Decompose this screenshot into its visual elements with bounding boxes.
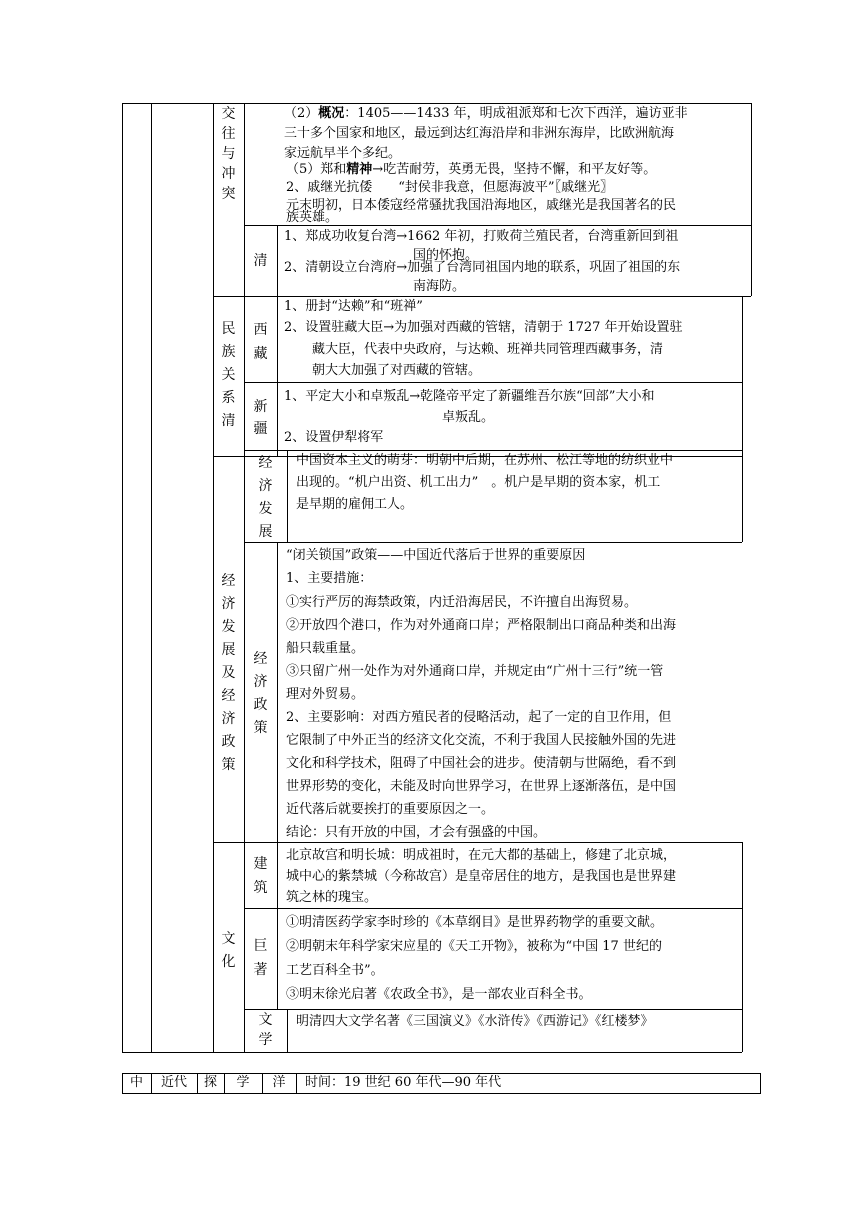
econ-line-1: 中国资本主义的萌芽：明朝中后期，在苏州、松江等地的纺织业中 (296, 453, 674, 468)
policy-line-4: ②开放四个港口，作为对外通商口岸；严格限制出口商品种类和出海 (286, 618, 677, 633)
econ-line-2: 出现的。“机户出资、机工出力” 。机户是早期的资本家，机工 (296, 475, 661, 490)
footer-cell-2: 近代 (160, 1075, 187, 1090)
books-line-2: ②明朝末年科学家宋应星的《天工开物》，被称为“中国 17 世纪的 (286, 939, 662, 954)
zhenghe-l4-c: →吃苦耐劳，英勇无畏，坚持不懈，和平友好等。 (372, 162, 657, 177)
xj-line-2: 卓叛乱。 (442, 410, 495, 425)
policy-line-3: ①实行严厉的海禁政策，内迁沿海居民，不许擅自出海贸易。 (286, 595, 638, 610)
taiwan-line-4: 南海防。 (413, 279, 466, 294)
sub-jianzhu (244, 852, 277, 900)
sub-xizang (244, 318, 277, 366)
zhenghe-line-4 (286, 160, 656, 180)
zhenghe-line-3: 家远航早半个多纪。 (284, 146, 402, 161)
sub-jingjizhengce (244, 648, 277, 740)
footer-cell-4: 学 (236, 1075, 250, 1090)
section-minzu-text: 民族关系清 (221, 321, 236, 429)
sub-qing: 清 (253, 253, 268, 269)
policy-line-1: “闭关锁国”政策——中国近代落后于世界的重要原因 (286, 548, 586, 563)
taiwan-line-3: 2、清朝设立台湾府→加强了台湾同祖国内地的联系，巩固了祖国的东 (284, 260, 681, 275)
section-jiaowang-text: 交往与冲突 (221, 106, 236, 202)
footer-cell-3: 探 (203, 1075, 217, 1090)
tibet-line-3: 藏大臣，代表中央政府，与达赖、班禅共同管理西藏事务，清 (312, 342, 664, 357)
policy-line-8: 2、主要影响：对西方殖民者的侵略活动，起了一定的自卫作用，但 (286, 710, 672, 725)
zhenghe-l4-a: （5）郑和 (286, 162, 347, 177)
sub-jianzhu-text: 建筑 (253, 856, 268, 896)
arch-line-2: 城中心的紫禁城（今称故宫）是皇帝居住的地方，是我国也是世界建 (286, 869, 677, 884)
sub-wenxue-text: 文学 (258, 1012, 273, 1048)
policy-line-13: 结论：只有开放的中国，才会有强盛的中国。 (286, 825, 547, 840)
section-wenhua (213, 928, 244, 974)
sub-jingjifazhan-text: 经济发展 (258, 455, 273, 540)
policy-line-2: 1、主要措施： (286, 571, 373, 586)
section-jingji-text: 经济发展及经济政策 (221, 573, 236, 773)
zhenghe-line-5: 2、戚继光抗倭 “封侯非我意，但愿海波平”〖戚继光〗 (286, 180, 614, 195)
footer-cell-1: 中 (129, 1075, 143, 1090)
sub-juzhu (244, 934, 277, 982)
section-jingji (213, 570, 244, 777)
tibet-line-1: 1、册封“达赖”和“班禅” (284, 299, 423, 314)
lit-line-1: 明清四大文学名著《三国演义》《水浒传》《西游记》《红楼梦》 (296, 1014, 654, 1029)
sub-xinjiang-text: 新疆 (253, 399, 268, 437)
taiwan-line-2: 国的怀抱。 (413, 248, 479, 263)
zhenghe-l1-b: 概况 (318, 106, 345, 121)
zhenghe-line-1 (284, 104, 688, 124)
policy-line-7: 理对外贸易。 (286, 687, 365, 702)
econ-line-3: 是早期的雇佣工人。 (296, 497, 414, 512)
sub-xinjiang (244, 396, 277, 440)
tibet-line-2: 2、设置驻藏大臣→为加强对西藏的管辖，清朝于 1727 年开始设置驻 (284, 320, 683, 335)
section-jiaowang (213, 104, 244, 204)
xj-line-1: 1、平定大小和卓叛乱→乾隆帝平定了新疆维吾尔族“回部”大小和 (284, 389, 655, 404)
tibet-line-4: 朝大大加强了对西藏的管辖。 (312, 363, 482, 378)
policy-line-11: 世界形势的变化，未能及时向世界学习，在世界上逐渐落伍，是中国 (286, 779, 677, 794)
sub-jingjifazhan (244, 452, 287, 544)
footer-cell-5: 洋 (272, 1075, 286, 1090)
zhenghe-l1-c: ：1405——1433 年，明成祖派郑和七次下西洋，遍访亚非 (344, 106, 688, 121)
section-minzu (213, 318, 244, 433)
zhenghe-l1-a: （2） (284, 106, 319, 121)
books-line-1: ①明清医药学家李时珍的《本草纲目》是世界药物学的重要文献。 (286, 915, 664, 930)
policy-line-12: 近代落后就要挨打的重要原因之一。 (286, 802, 495, 817)
books-line-4: ③明末徐光启著《农政全书》，是一部农业百科全书。 (286, 987, 592, 1002)
sub-wenxue (244, 1010, 287, 1050)
policy-line-6: ③只留广州一处作为对外通商口岸，并规定由“广州十三行”统一管 (286, 664, 664, 679)
arch-line-1: 北京故宫和明长城：明成祖时，在元大都的基础上，修建了北京城， (286, 848, 677, 863)
section-wenhua-text: 文化 (221, 931, 236, 970)
sub-juzhu-text: 巨著 (253, 938, 268, 978)
policy-line-10: 文化和科学技术，阻碍了中国社会的进步。使清朝与世隔绝，看不到 (286, 756, 677, 771)
xj-line-3: 2、设置伊犁将军 (284, 430, 384, 445)
zhenghe-line-7: 族英雄。 (286, 210, 339, 225)
books-line-3: 工艺百科全书”。 (286, 963, 384, 978)
sub-jingjizhengce-text: 经济政策 (253, 651, 268, 736)
zhenghe-line-6: 元末明初，日本倭寇经常骚扰我国沿海地区，戚继光是我国著名的民 (286, 198, 677, 213)
zhenghe-l4-b: 精神 (346, 162, 373, 177)
policy-line-5: 船只载重量。 (286, 641, 365, 656)
taiwan-line-1: 1、郑成功收复台湾→1662 年初，打败荷兰殖民者，台湾重新回到祖 (284, 229, 679, 244)
footer-cell-6: 时间：19 世纪 60 年代—90 年代 (305, 1075, 502, 1090)
zhenghe-line-2: 三十多个国家和地区，最远到达红海沿岸和非洲东海岸，比欧洲航海 (284, 126, 675, 141)
sub-xizang-text: 西藏 (253, 322, 268, 362)
arch-line-3: 筑之林的瑰宝。 (286, 890, 378, 905)
policy-line-9: 它限制了中外正当的经济文化交流，不利于我国人民接触外国的先进 (286, 733, 677, 748)
